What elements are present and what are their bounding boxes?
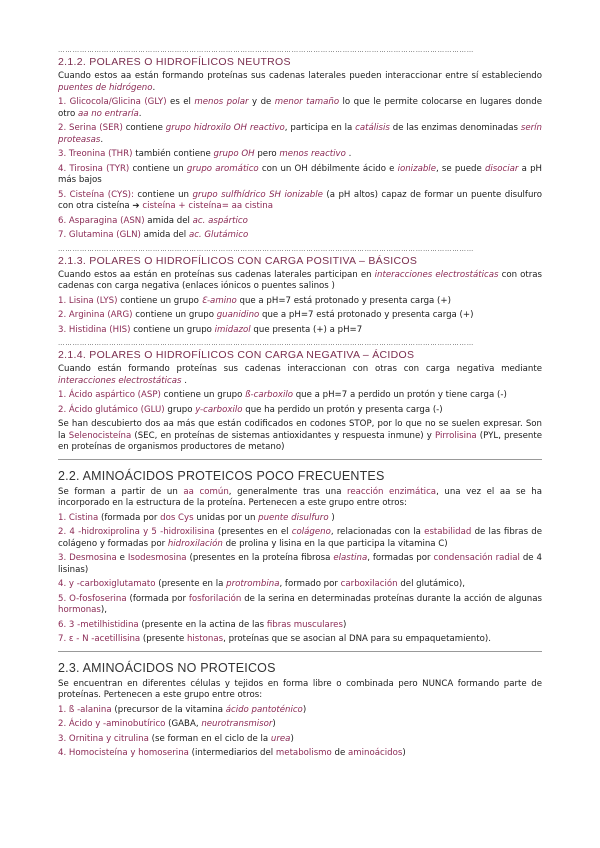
dotted-separator: ……………………………………………………………………………………………………………………………………………………… <box>58 339 475 347</box>
cisteina-item: 5. Cisteína (CYS): contiene un grupo sulfhídrico SH ionizable (a pH altos) capaz de formar un puente disulfuro con otra cisteína ➔ cisteína + cisteína= aa cistina <box>58 189 542 211</box>
section-2-1-2-title: 2.1.2. POLARES O HIDROFÍLICOS NEUTROS <box>58 56 291 68</box>
section-2-1-3-title: 2.1.3. POLARES O HIDROFÍLICOS CON CARGA POSITIVA – BÁSICOS <box>58 254 418 267</box>
metilhistidina-item: 6. 3 -metilhistidina (presente en la actina de las fibras musculares) <box>58 619 347 630</box>
section-2-2-intro: Se forman a partir de un aa común, generalmente tras una reacción enzimática, una vez el aa se ha incorporado en la estructura de la proteína. Pertenecen a este grupo entre otros: <box>58 486 542 508</box>
homocisteina-item: 4. Homocisteína y homoserina (intermediarios del metabolismo de aminoácidos) <box>58 748 406 758</box>
gaba-item: 2. Ácido y -aminobutírico (GABA, neurotransmisor) <box>58 719 276 729</box>
carboxiglutamato-item: 4. y -carboxiglutamato (presente en la protrombina, formado por carboxilación del glutámico), <box>58 579 465 589</box>
section-2-1-4-title: 2.1.4. POLARES O HIDROFÍLICOS CON CARGA NEGATIVA – ÁCIDOS <box>58 349 415 361</box>
acetillisina-item: 7. ε - N -acetillisina (presente histonas, proteínas que se asocian al DNA para su empaquetamiento). <box>58 634 491 644</box>
cistina-item: 1. Cistina (formada por dos Cys unidas por un puente disulfuro ) <box>58 512 335 523</box>
section-divider <box>58 459 542 460</box>
histidina-item: 3. Histidina (HIS) contiene un grupo imidazol que presenta (+) a pH=7 <box>58 324 363 335</box>
extra-aa-paragraph: Se han descubierto dos aa más que están codificados en codones STOP, por lo que no se suelen expresar. Son la Selenocisteína (SEC, en proteínas de sistemas antioxidantes y respuesta inmune) y Pirrolisina (PYL, presente en proteínas de organismos productores de metano) <box>58 419 542 452</box>
serina-item: 2. Serina (SER) contiene grupo hidroxilo OH reactivo, participa en la catálisis de las enzimas denominadas serín proteasas. <box>58 123 542 145</box>
desmosina-item: 3. Desmosina e Isodesmosina (presentes en la proteína fibrosa elastina, formadas por condensación radial de 4 lisinas) <box>58 553 542 575</box>
dotted-separator: ……………………………………………………………………………………………………………………………………………………… <box>58 244 475 253</box>
ornitina-item: 3. Ornitina y citrulina (se forman en el ciclo de la urea) <box>58 733 294 744</box>
tirosina-item: 4. Tirosina (TYR) contiene un grupo aromático con un OH débilmente ácido e ionizable, se puede disociar a pH más bajos <box>58 163 542 185</box>
section-2-3-intro: Se encuentran en diferentes células y tejidos en forma libre o combinada pero NUNCA formando parte de proteínas. Pertenecen a este grupo entre otros: <box>58 678 542 700</box>
glutamico-item: 2. Ácido glutámico (GLU) grupo y-carboxilo que ha perdido un protón y presenta carga (-) <box>58 404 443 415</box>
section-2-1-4-intro: Cuando están formando proteínas sus cadenas interaccionan con otras con carga negativa mediante interacciones electrostáticas . <box>58 364 542 386</box>
treonina-item: 3. Treonina (THR) también contiene grupo OH pero menos reactivo . <box>58 149 352 159</box>
fosfoserina-item: 5. O-fosfoserina (formada por fosforilación de la serina en determinadas proteínas durante la acción de algunas hormonas), <box>58 593 542 615</box>
asparagina-item: 6. Asparagina (ASN) amida del ac. aspártico <box>58 215 248 226</box>
lisina-item: 1. Lisina (LYS) contiene un grupo Ɛ-amino que a pH=7 está protonado y presenta carga (+) <box>58 295 451 306</box>
glutamina-item: 7. Glutamina (GLN) amida del ac. Glutámico <box>58 230 249 240</box>
dotted-separator: ……………………………………………………………………………………………………………………………………………………… <box>58 46 475 54</box>
section-2-1-3-intro: Cuando estos aa están en proteínas sus cadenas laterales participan en interacciones electrostáticas con otras cadenas con carga negativa (enlaces iónicos o puentes salinos ) <box>58 269 543 291</box>
aspartico-item: 1. Ácido aspártico (ASP) contiene un grupo ß-carboxilo que a pH=7 a perdido un protón y tiene carga (-) <box>58 390 507 400</box>
arginina-item: 2. Arginina (ARG) contiene un grupo guanidino que a pH=7 está protonado y presenta carga (+) <box>58 310 474 320</box>
beta-alanina-item: 1. ß -alanina (precursor de la vitamina ácido pantoténico) <box>58 704 307 715</box>
section-divider <box>58 651 542 652</box>
section-2-2-title: 2.2. AMINOÁCIDOS PROTEICOS POCO FRECUENTES <box>58 468 385 483</box>
glicina-item: 1. Glicocola/Glicina (GLY) es el menos polar y de menor tamaño lo que le permite colocarse en lugares donde otro aa no entraría. <box>58 97 542 119</box>
document-page <box>58 46 542 763</box>
section-2-3-title: 2.3. AMINOÁCIDOS NO PROTEICOS <box>58 660 276 675</box>
section-2-1-2-intro: Cuando estos aa están formando proteínas sus cadenas laterales pueden interaccionar entre sí estableciendo puentes de hidrógeno. <box>58 71 542 93</box>
hidroxiprolina-item: 2. 4 -hidroxiprolina y 5 -hidroxilisina (presentes en el colágeno, relacionadas con la estabilidad de las fibras de colágeno y formadas por hidroxilación de prolina y lisina en la que participa la vitamina C) <box>58 527 543 549</box>
